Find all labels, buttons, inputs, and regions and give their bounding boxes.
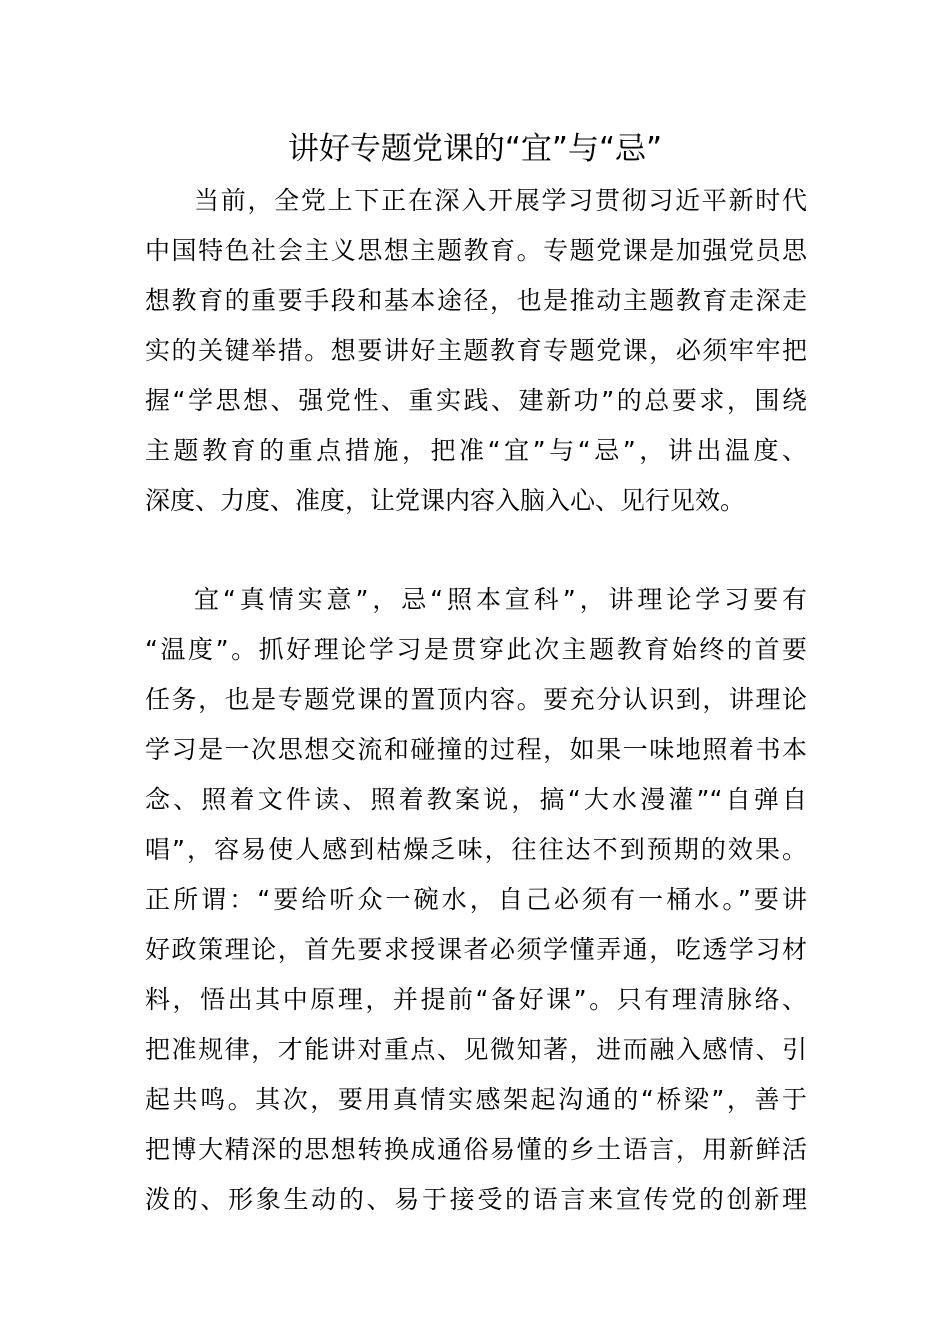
paragraph-line: 当前，全党上下正在深入开展学习贯彻习近平新时代 [194, 186, 807, 215]
document-title: 讲好专题党课的“宜”与“忌” [287, 131, 663, 167]
paragraph-line: 中国特色社会主义思想主题教育。专题党课是加强党员思 [145, 236, 807, 265]
paragraph-line: “温度”。抓好理论学习是贯穿此次主题教育始终的首要 [145, 635, 807, 664]
paragraph-line: 起共鸣。其次，要用真情实感架起沟通的“桥梁”，善于 [145, 1085, 807, 1114]
paragraph-line: 念、照着文件读、照着教案说，搞“大水漫灌”“自弹自 [145, 785, 807, 814]
paragraph-line: 任务，也是专题党课的置顶内容。要充分认识到，讲理论 [145, 685, 807, 714]
paragraph-line: 深度、力度、准度，让党课内容入脑入心、见行见效。 [145, 486, 746, 515]
paragraph-line: 正所谓：“要给听众一碗水，自己必须有一桶水。”要讲 [145, 885, 807, 914]
paragraph-line: 想教育的重要手段和基本途径，也是推动主题教育走深走 [145, 286, 807, 315]
paragraph-line: 把准规律，才能讲对重点、见微知著，进而融入感情、引 [145, 1035, 807, 1064]
paragraph-line: 学习是一次思想交流和碰撞的过程，如果一味地照着书本 [145, 735, 807, 764]
paragraph-line: 好政策理论，首先要求授课者必须学懂弄通，吃透学习材 [145, 935, 807, 964]
paragraph-line: 泼的、形象生动的、易于接受的语言来宣传党的创新理 [145, 1185, 807, 1214]
paragraph-line: 料，悟出其中原理，并提前“备好课”。只有理清脉络、 [145, 985, 807, 1014]
paragraph-line: 握“学思想、强党性、重实践、建新功”的总要求，围绕 [145, 386, 807, 415]
paragraph-line: 唱”，容易使人感到枯燥乏味，往往达不到预期的效果。 [145, 835, 807, 864]
paragraph-line: 宜“真情实意”，忌“照本宣科”，讲理论学习要有 [194, 585, 807, 614]
paragraph-line: 实的关键举措。想要讲好主题教育专题党课，必须牢牢把 [145, 336, 807, 365]
paragraph-line: 把博大精深的思想转换成通俗易懂的乡土语言，用新鲜活 [145, 1135, 807, 1164]
paragraph-line: 主题教育的重点措施，把准“宜”与“忌”，讲出温度、 [145, 436, 807, 465]
